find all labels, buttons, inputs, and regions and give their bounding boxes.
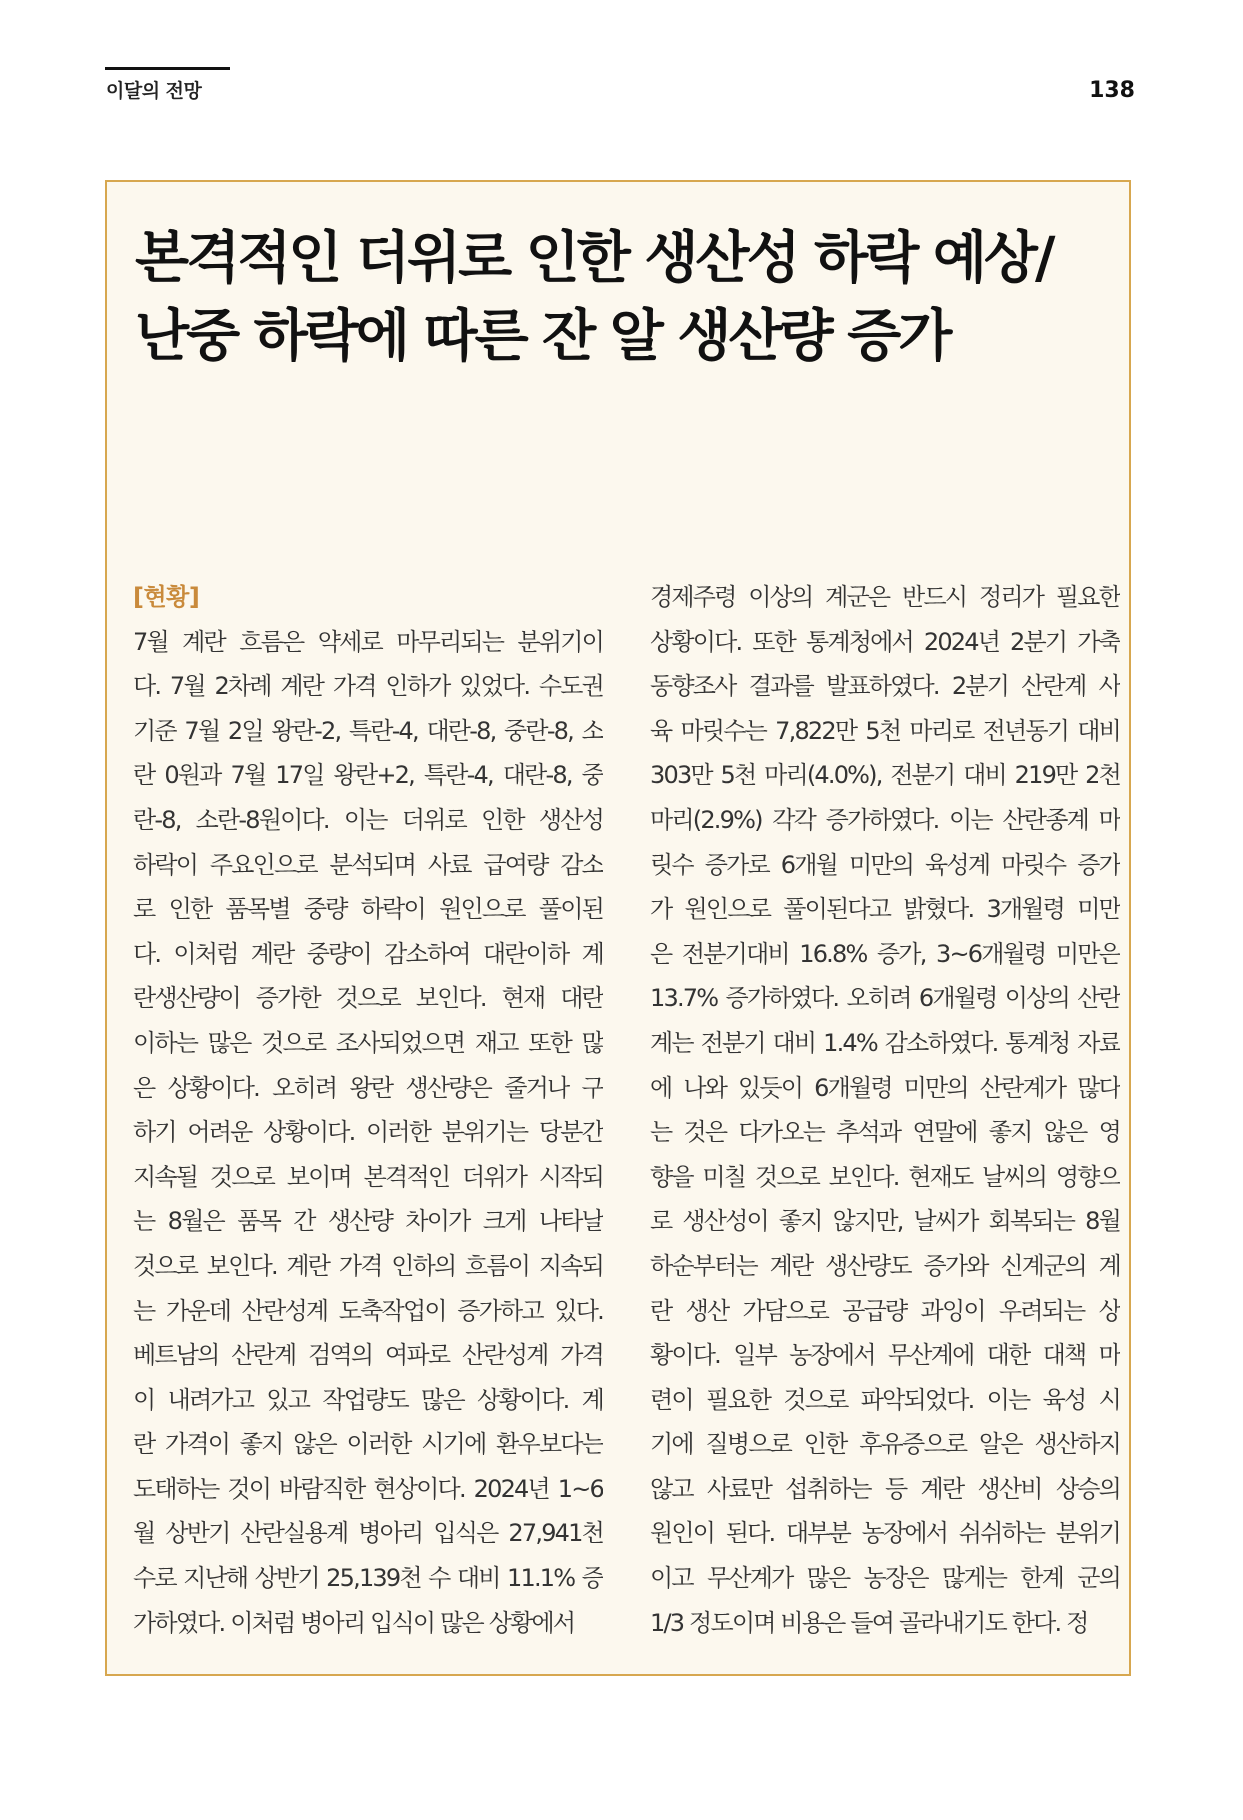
body-text-line: 은 상황이다. 오히려 왕란 생산량은 줄거나 구 [133,1073,603,1102]
body-text-line: 것으로 보인다. 계란 가격 인하의 흐름이 지속되 [133,1251,603,1280]
body-text-line: 로 생산성이 좋지 않지만, 날씨가 회복되는 8월 [650,1207,1120,1236]
body-text-line: 원인이 된다. 대부분 농장에서 쉬쉬하는 분위기 [650,1519,1120,1548]
section-label: 이달의 전망 [106,80,202,102]
body-text-line: 는 가운데 산란성계 도축작업이 증가하고 있다. [133,1296,603,1325]
body-text-line: 는 8월은 품목 간 생산량 차이가 크게 나타날 [133,1207,603,1236]
body-text-line: 은 전분기대비 16.8% 증가, 3~6개월령 미만은 [650,939,1120,968]
body-text-line: 릿수 증가로 6개월 미만의 육성계 마릿수 증가 [650,850,1120,879]
body-text-line: 기에 질병으로 인한 후유증으로 알은 생산하지 [650,1430,1120,1459]
article-title [135,220,1095,376]
body-text-line: 계는 전분기 대비 1.4% 감소하였다. 통계청 자료 [650,1028,1120,1057]
title-line: 본격적인 더위로 인한 생산성 하락 예상/ [135,226,1053,291]
body-text-line: 13.7% 증가하였다. 오히려 6개월령 이상의 산란 [650,984,1120,1013]
body-text-line: 1/3 정도이며 비용은 들여 골라내기도 한다. 정 [650,1608,1088,1637]
body-text-line: 란-8, 소란-8원이다. 이는 더위로 인한 생산성 [133,805,603,834]
body-text-line: 7월 계란 흐름은 약세로 마무리되는 분위기이 [133,627,603,656]
body-text-line: 월 상반기 산란실용계 병아리 입식은 27,941천 [133,1519,603,1548]
body-text-line: 동향조사 결과를 발표하였다. 2분기 산란계 사 [650,672,1120,701]
body-text-line: 이하는 많은 것으로 조사되었으면 재고 또한 많 [133,1028,603,1057]
body-text-line: 육 마릿수는 7,822만 5천 마리로 전년동기 대비 [650,716,1120,745]
body-text-line: 도태하는 것이 바람직한 현상이다. 2024년 1~6 [133,1474,603,1503]
body-text-line: 향을 미칠 것으로 보인다. 현재도 날씨의 영향으 [650,1162,1120,1191]
article-box [105,180,1131,1676]
body-column-right [650,575,1120,1645]
body-text-line: 황이다. 일부 농장에서 무산계에 대한 대책 마 [650,1341,1120,1370]
body-text-line: 기준 7월 2일 왕란-2, 특란-4, 대란-8, 중란-8, 소 [133,716,603,745]
body-text-line: 이고 무산계가 많은 농장은 많게는 한계 군의 [650,1564,1120,1593]
body-text-line: 경제주령 이상의 계군은 반드시 정리가 필요한 [650,583,1120,611]
body-text-line: 는 것은 다가오는 추석과 연말에 좋지 않은 영 [650,1118,1120,1147]
body-text-line: 다. 7월 2차례 계란 가격 인하가 있었다. 수도권 [133,672,603,701]
body-text-line: 하기 어려운 상황이다. 이러한 분위기는 당분간 [133,1118,603,1147]
body-text-line: 않고 사료만 섭취하는 등 계란 생산비 상승의 [650,1474,1120,1503]
body-text-line: 베트남의 산란계 검역의 여파로 산란성계 가격 [133,1341,603,1370]
body-text-line: 수로 지난해 상반기 25,139천 수 대비 11.1% 증 [133,1564,603,1593]
body-text-line: 상황이다. 또한 통계청에서 2024년 2분기 가축 [650,627,1120,656]
body-text-line: 다. 이처럼 계란 중량이 감소하여 대란이하 계 [133,939,603,968]
body-text-line: 가하였다. 이처럼 병아리 입식이 많은 상황에서 [133,1608,575,1637]
body-text-line: 에 나와 있듯이 6개월령 미만의 산란계가 많다 [650,1073,1120,1102]
body-text-line: 지속될 것으로 보이며 본격적인 더위가 시작되 [133,1162,603,1191]
section-subhead: [현황] [133,583,200,611]
title-line: 난중 하락에 따른 잔 알 생산량 증가 [135,304,950,369]
body-text-line: 란 가격이 좋지 않은 이러한 시기에 환우보다는 [133,1430,603,1459]
body-text-line: 란 생산 가담으로 공급량 과잉이 우려되는 상 [650,1296,1120,1325]
header-rule [105,67,230,70]
body-text-line: 하락이 주요인으로 분석되며 사료 급여량 감소 [133,850,603,879]
body-column-left [133,575,603,1645]
body-text-line: 란생산량이 증가한 것으로 보인다. 현재 대란 [133,984,603,1013]
body-text-line: 하순부터는 계란 생산량도 증가와 신계군의 계 [650,1251,1120,1280]
body-text-line: 련이 필요한 것으로 파악되었다. 이는 육성 시 [650,1385,1120,1414]
body-text-line: 이 내려가고 있고 작업량도 많은 상황이다. 계 [133,1385,603,1414]
body-text-line: 마리(2.9%) 각각 증가하였다. 이는 산란종계 마 [650,805,1120,834]
body-text-line: 로 인한 품목별 중량 하락이 원인으로 풀이된 [133,895,603,924]
body-text-line: 가 원인으로 풀이된다고 밝혔다. 3개월령 미만 [650,895,1120,924]
body-text-line: 란 0원과 7월 17일 왕란+2, 특란-4, 대란-8, 중 [133,761,603,790]
page-number: 138 [1089,78,1135,103]
body-text-line: 303만 5천 마리(4.0%), 전분기 대비 219만 2천 [650,761,1120,790]
